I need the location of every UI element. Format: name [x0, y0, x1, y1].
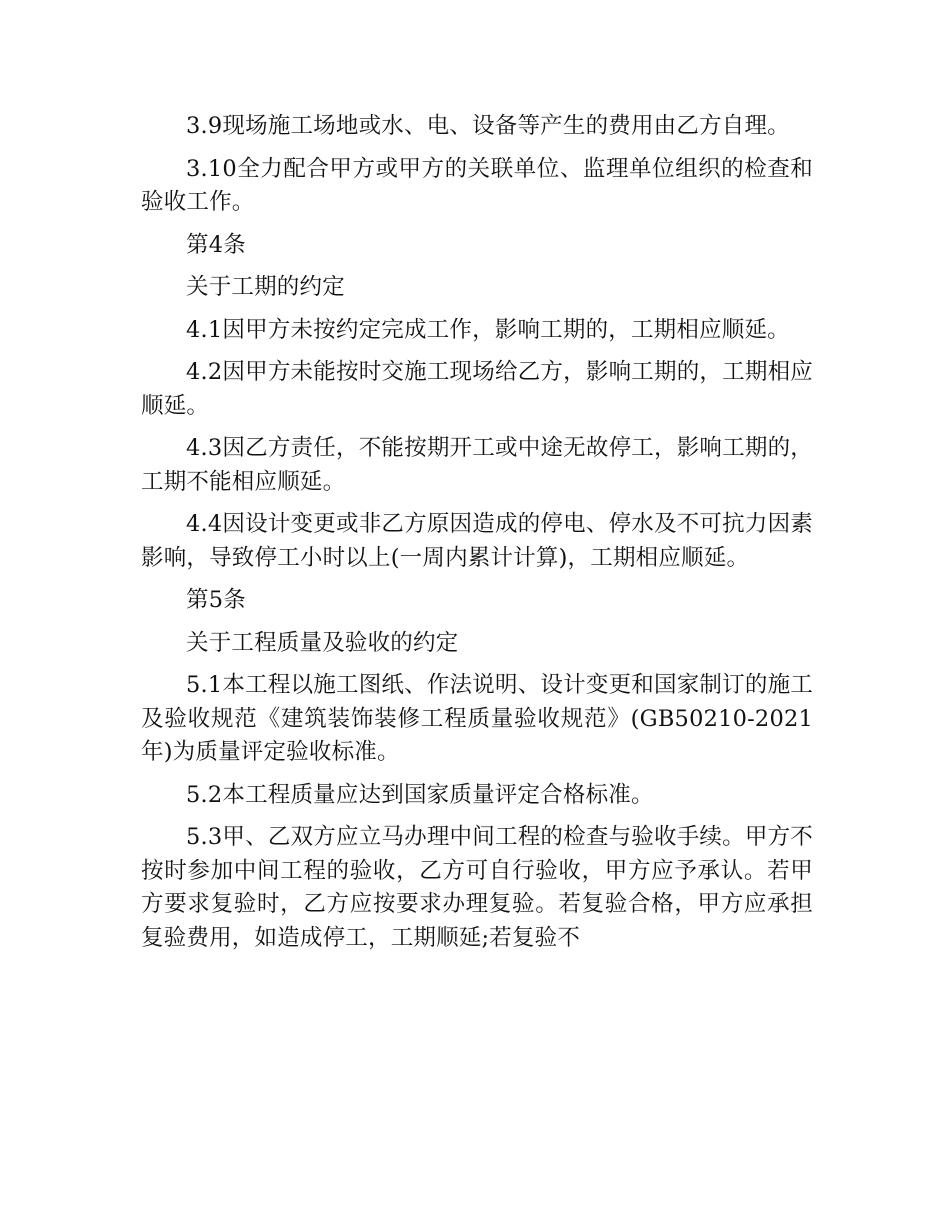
article-5-title: 关于工程质量及验收的约定 — [186, 629, 459, 656]
article-4-heading: 第4条 — [186, 231, 246, 258]
clause-5-1: 5.1本工程以施工图纸、作法说明、设计变更和国家制订的施工及验收规范《建筑装饰装修工程质量验收规范》(GB50210-2021年)为质量评定验收标准。 — [141, 672, 813, 765]
document-page — [141, 110, 813, 964]
clause-5-3: 5.3甲、乙双方应立马办理中间工程的检查与验收手续。甲方不按时参加中间工程的验收，乙方可自行验收，甲方应予承认。若甲方要求复验时，乙方应按要求办理复验。若复验合格，甲方应承担复验费用，如造成停工，工期顺延;若复验不 — [141, 824, 813, 951]
clause-5-2: 5.2本工程质量应达到国家质量评定合格标准。 — [186, 781, 654, 808]
clause-3-9: 3.9现场施工场地或水、电、设备等产生的费用由乙方自理。 — [186, 113, 790, 139]
clause-4-1: 4.1因甲方未按约定完成工作，影响工期的，工期相应顺延。 — [186, 316, 790, 343]
clause-4-3: 4.3因乙方责任，不能按期开工或中途无故停工，影响工期的，工期不能相应顺延。 — [141, 435, 813, 495]
article-5-heading: 第5条 — [186, 587, 246, 613]
clause-4-4: 4.4因设计变更或非乙方原因造成的停电、停水及不可抗力因素影响，导致停工小时以上(一周内累计计算)，工期相应顺延。 — [141, 511, 813, 571]
clause-4-2: 4.2因甲方未能按时交施工现场给乙方，影响工期的，工期相应顺延。 — [141, 359, 813, 419]
article-4-title: 关于工期的约定 — [186, 274, 345, 300]
clause-3-10: 3.10全力配合甲方或甲方的关联单位、监理单位组织的检查和验收工作。 — [141, 155, 813, 215]
